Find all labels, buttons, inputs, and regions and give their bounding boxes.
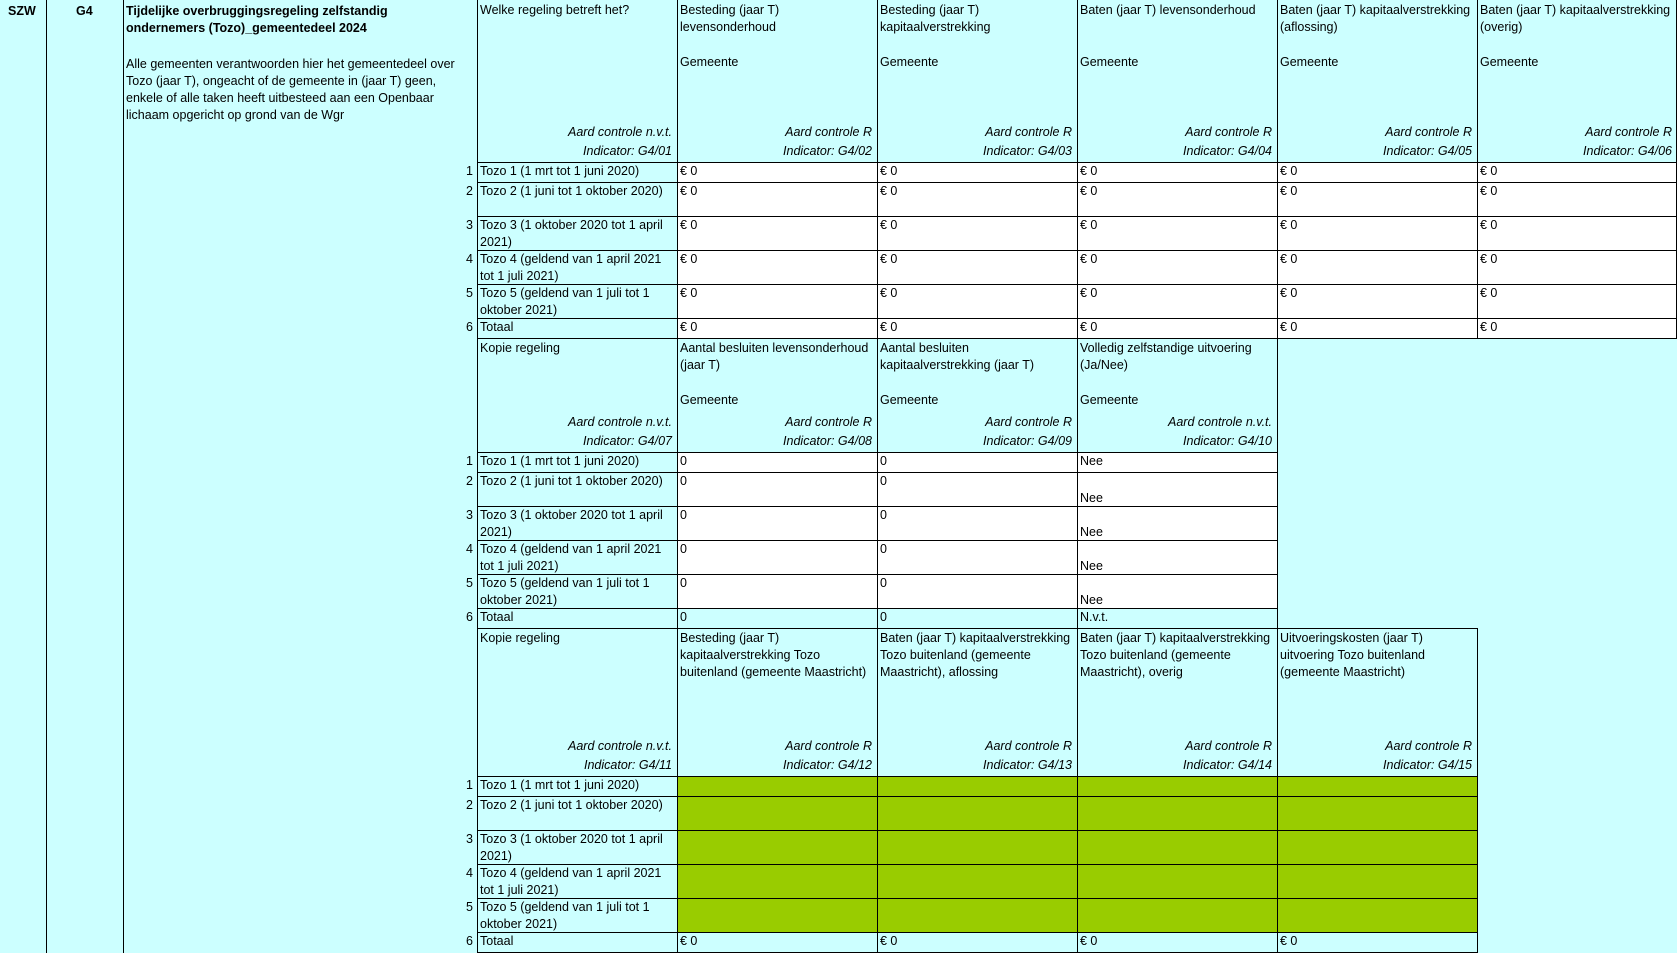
section-description: Alle gemeenten verantwoorden hier het gemeentedeel over Tozo (jaar T), ongeacht of de gemeente in (jaar T) geen, enkele of alle taken heeft uitbesteed aan een Openbaar lichaam opgericht op grond van de Wgr [126, 57, 458, 122]
row-label: Tozo 2 (1 juni tot 1 oktober 2020) [480, 798, 663, 812]
grid-line [677, 0, 678, 162]
indicator-label: Indicator: G4/02 [783, 144, 872, 158]
grid-line [477, 830, 1477, 831]
indicator-label: Indicator: G4/07 [583, 434, 672, 448]
row-number: 5 [466, 576, 473, 590]
row-number: 5 [466, 900, 473, 914]
cell-value[interactable]: 0 [880, 454, 887, 468]
cell-value[interactable]: € 0 [680, 252, 698, 266]
cell-value[interactable]: € 0 [1480, 252, 1498, 266]
row-number: 6 [466, 934, 473, 948]
cell-value: € 0 [880, 934, 898, 948]
locked-cell [678, 797, 877, 830]
cell-value[interactable]: 0 [880, 474, 887, 488]
indicator-label: Indicator: G4/01 [583, 144, 672, 158]
column-header-title: Besteding (jaar T) levensonderhoud [680, 3, 783, 34]
row-number: 2 [466, 474, 473, 488]
cell-value[interactable]: Nee [1080, 525, 1103, 539]
cell-value[interactable]: 0 [880, 508, 887, 522]
grid-line [477, 864, 1477, 865]
input-cell[interactable] [878, 217, 1077, 250]
cell-value[interactable]: 0 [680, 508, 687, 522]
aard-controle: Aard controle n.v.t. [568, 739, 672, 753]
locked-cell [878, 797, 1077, 830]
cell-value[interactable]: € 0 [880, 252, 898, 266]
aard-controle: Aard controle n.v.t. [568, 415, 672, 429]
aard-controle: Aard controle R [1585, 125, 1672, 139]
row-number: 5 [466, 286, 473, 300]
input-cell[interactable] [1478, 183, 1677, 216]
grid-line [477, 0, 478, 162]
row-number: 4 [466, 252, 473, 266]
grid-line [1077, 452, 1078, 628]
grid-line [877, 338, 878, 452]
input-cell[interactable] [1078, 163, 1277, 182]
locked-cell [878, 899, 1077, 932]
indicator-label: Indicator: G4/05 [1383, 144, 1472, 158]
column-owner: Gemeente [880, 55, 939, 69]
grid-line [1477, 628, 1478, 776]
cell-value[interactable]: € 0 [880, 286, 898, 300]
input-cell[interactable] [678, 453, 877, 472]
input-cell[interactable] [1078, 541, 1277, 574]
indicator-label: Indicator: G4/10 [1183, 434, 1272, 448]
locked-cell [678, 865, 877, 898]
indicator-label: Indicator: G4/08 [783, 434, 872, 448]
cell-value[interactable]: € 0 [680, 218, 698, 232]
section-title: Tijdelijke overbruggingsregeling zelfstandig ondernemers (Tozo)_gemeentedeel 2024 [126, 4, 392, 35]
grid-line [1277, 452, 1278, 628]
input-cell[interactable] [1478, 217, 1677, 250]
indicator-label: Indicator: G4/06 [1583, 144, 1672, 158]
cell-value[interactable]: € 0 [1480, 164, 1498, 178]
cell-value[interactable]: € 0 [680, 286, 698, 300]
input-cell[interactable] [678, 319, 877, 338]
section-code: G4 [76, 4, 93, 18]
row-label: Tozo 4 (geldend van 1 april 2021 tot 1 juli 2021) [480, 252, 665, 283]
indicator-label: Indicator: G4/03 [983, 144, 1072, 158]
cell-value[interactable]: € 0 [1280, 218, 1298, 232]
row-number: 4 [466, 866, 473, 880]
grid-line [477, 162, 478, 338]
input-cell[interactable] [1478, 251, 1677, 284]
grid-line [1077, 628, 1078, 776]
cell-value[interactable]: 0 [680, 454, 687, 468]
row-number: 4 [466, 542, 473, 556]
column-owner: Gemeente [1080, 55, 1139, 69]
column-owner: Gemeente [1280, 55, 1339, 69]
row-label: Tozo 4 (geldend van 1 april 2021 tot 1 juli 2021) [480, 866, 665, 897]
grid-line [1077, 0, 1078, 162]
column-header-title: Baten (jaar T) levensonderhoud [1080, 3, 1256, 17]
column-header-title: Volledig zelfstandige uitvoering (Ja/Nee) [1080, 341, 1256, 372]
grid-line [877, 452, 878, 628]
grid-line [877, 162, 878, 338]
row-label: Tozo 5 (geldend van 1 juli tot 1 oktober 2021) [480, 576, 654, 607]
indicator-label: Indicator: G4/14 [1183, 758, 1272, 772]
cell-value[interactable]: € 0 [1080, 184, 1098, 198]
cell-value: € 0 [1080, 934, 1098, 948]
cell-value[interactable]: Nee [1080, 454, 1103, 468]
grid-line [477, 452, 478, 628]
indicator-label: Indicator: G4/12 [783, 758, 872, 772]
input-cell[interactable] [878, 453, 1077, 472]
column-header-title: Baten (jaar T) kapitaalverstrekking Tozo buitenland (gemeente Maastricht), aflossing [880, 631, 1074, 679]
input-cell[interactable] [678, 183, 877, 216]
grid-line [677, 452, 678, 628]
locked-cell [1278, 831, 1477, 864]
input-cell[interactable] [1078, 575, 1277, 608]
cell-value[interactable]: 0 [880, 576, 887, 590]
block-first-header: Welke regeling betreft het? [480, 3, 630, 17]
cell-value[interactable]: 0 [680, 542, 687, 556]
input-cell[interactable] [1078, 183, 1277, 216]
grid-line [1277, 628, 1278, 776]
grid-line [477, 628, 478, 776]
grid-line [477, 338, 478, 452]
cell-value[interactable]: Nee [1080, 491, 1103, 505]
aard-controle: Aard controle R [1385, 739, 1472, 753]
cell-value[interactable]: € 0 [1280, 184, 1298, 198]
input-cell[interactable] [1078, 285, 1277, 318]
input-cell[interactable] [1078, 453, 1277, 472]
input-cell[interactable] [878, 163, 1077, 182]
aard-controle: Aard controle R [985, 125, 1072, 139]
row-label: Totaal [480, 610, 514, 624]
input-cell[interactable] [878, 285, 1077, 318]
grid-line [877, 0, 878, 162]
cell-value[interactable]: € 0 [880, 218, 898, 232]
row-label: Tozo 1 (1 mrt tot 1 juni 2020) [480, 454, 640, 468]
locked-cell [1078, 777, 1277, 796]
aard-controle: Aard controle n.v.t. [568, 125, 672, 139]
col-divider [123, 0, 124, 953]
input-cell[interactable] [678, 285, 877, 318]
grid-line [877, 628, 878, 776]
grid-line [477, 776, 478, 953]
row-label: Tozo 1 (1 mrt tot 1 juni 2020) [480, 164, 640, 178]
column-owner: Gemeente [680, 393, 739, 407]
cell-value[interactable]: € 0 [1080, 164, 1098, 178]
input-cell[interactable] [878, 251, 1077, 284]
column-owner: Gemeente [680, 55, 739, 69]
grid-line [1277, 776, 1278, 953]
cell-value[interactable]: € 0 [880, 320, 898, 334]
row-number: 3 [466, 832, 473, 846]
row-label: Tozo 2 (1 juni tot 1 oktober 2020) [480, 474, 663, 488]
input-cell[interactable] [678, 217, 877, 250]
cell-value[interactable]: € 0 [1480, 286, 1498, 300]
input-cell[interactable] [678, 575, 877, 608]
cell-value[interactable]: € 0 [1280, 252, 1298, 266]
row-number: 3 [466, 218, 473, 232]
locked-cell [1078, 865, 1277, 898]
input-cell[interactable] [678, 541, 877, 574]
input-cell[interactable] [1278, 183, 1477, 216]
row-number: 1 [466, 164, 473, 178]
indicator-label: Indicator: G4/04 [1183, 144, 1272, 158]
cell-value[interactable]: € 0 [880, 184, 898, 198]
input-cell[interactable] [1078, 319, 1277, 338]
input-cell[interactable] [678, 163, 877, 182]
grid-line [1277, 338, 1278, 452]
locked-cell [678, 899, 877, 932]
column-header-title: Baten (jaar T) kapitaalverstrekking (aflossing) [1280, 3, 1474, 34]
column-header-title: Aantal besluiten kapitaalverstrekking (jaar T) [880, 341, 1034, 372]
row-number: 3 [466, 508, 473, 522]
cell-value[interactable]: € 0 [1480, 218, 1498, 232]
indicator-label: Indicator: G4/09 [983, 434, 1072, 448]
row-number: 2 [466, 798, 473, 812]
row-label: Tozo 1 (1 mrt tot 1 juni 2020) [480, 778, 640, 792]
row-number: 6 [466, 320, 473, 334]
row-label: Totaal [480, 320, 514, 334]
input-cell[interactable] [1278, 163, 1477, 182]
grid-line [1077, 338, 1078, 452]
input-cell[interactable] [1278, 217, 1477, 250]
cell-value[interactable]: 0 [680, 576, 687, 590]
input-cell[interactable] [678, 473, 877, 506]
column-header-title: Aantal besluiten levensonderhoud (jaar T) [680, 341, 872, 372]
cell-value[interactable]: Nee [1080, 593, 1103, 607]
column-header-title: Besteding (jaar T) kapitaalverstrekking [880, 3, 991, 34]
input-cell[interactable] [1278, 319, 1477, 338]
row-label: Tozo 3 (1 oktober 2020 tot 1 april 2021) [480, 832, 667, 863]
column-header-title: Baten (jaar T) kapitaalverstrekking Tozo buitenland (gemeente Maastricht), overig [1080, 631, 1274, 679]
column-owner: Gemeente [880, 393, 939, 407]
grid-line [677, 338, 678, 452]
locked-cell [878, 865, 1077, 898]
cell-value[interactable]: € 0 [1080, 320, 1098, 334]
cell-value: € 0 [1280, 934, 1298, 948]
locked-cell [1278, 865, 1477, 898]
row-label: Tozo 2 (1 juni tot 1 oktober 2020) [480, 184, 663, 198]
row-label: Tozo 5 (geldend van 1 juli tot 1 oktober 2021) [480, 900, 654, 931]
domain-code: SZW [8, 4, 36, 18]
aard-controle: Aard controle R [1385, 125, 1472, 139]
input-cell[interactable] [678, 251, 877, 284]
grid-line [1277, 162, 1278, 338]
locked-cell [1278, 777, 1477, 796]
locked-cell [1078, 899, 1277, 932]
cell-value[interactable]: 0 [680, 610, 687, 624]
grid-line [477, 898, 1477, 899]
locked-cell [1078, 797, 1277, 830]
locked-cell [678, 777, 877, 796]
input-cell[interactable] [1278, 285, 1477, 318]
grid-line [477, 776, 1477, 777]
column-header-title: Besteding (jaar T) kapitaalverstrekking Tozo buitenland (gemeente Maastricht) [680, 631, 867, 679]
row-label: Tozo 3 (1 oktober 2020 tot 1 april 2021) [480, 508, 667, 539]
indicator-label: Indicator: G4/15 [1383, 758, 1472, 772]
aard-controle: Aard controle n.v.t. [1168, 415, 1272, 429]
cell-value: € 0 [680, 934, 698, 948]
cell-value[interactable]: € 0 [1080, 286, 1098, 300]
column-header-title: Uitvoeringskosten (jaar T) uitvoering Tozo buitenland (gemeente Maastricht) [1280, 631, 1429, 679]
aard-controle: Aard controle R [785, 739, 872, 753]
aard-controle: Aard controle R [985, 415, 1072, 429]
grid-line [877, 776, 878, 953]
grid-line [677, 776, 678, 953]
locked-cell [1278, 899, 1477, 932]
aard-controle: Aard controle R [985, 739, 1072, 753]
cell-value[interactable]: € 0 [880, 164, 898, 178]
input-cell[interactable] [1478, 163, 1677, 182]
grid-line [677, 162, 678, 338]
column-owner: Gemeente [1480, 55, 1539, 69]
cell-value: N.v.t. [1080, 610, 1109, 624]
grid-line [1477, 776, 1478, 953]
column-header-title: Baten (jaar T) kapitaalverstrekking (overig) [1480, 3, 1674, 34]
row-label: Tozo 3 (1 oktober 2020 tot 1 april 2021) [480, 218, 667, 249]
locked-cell [878, 777, 1077, 796]
cell-value[interactable]: Nee [1080, 559, 1103, 573]
row-number: 1 [466, 454, 473, 468]
cell-value[interactable]: € 0 [680, 320, 698, 334]
locked-cell [1278, 797, 1477, 830]
input-cell[interactable] [878, 319, 1077, 338]
aard-controle: Aard controle R [1185, 739, 1272, 753]
input-cell[interactable] [878, 183, 1077, 216]
cell-value[interactable]: 0 [880, 610, 887, 624]
row-label: Tozo 4 (geldend van 1 april 2021 tot 1 juli 2021) [480, 542, 665, 573]
grid-line [1077, 162, 1078, 338]
row-number: 1 [466, 778, 473, 792]
grid-line [477, 932, 1477, 933]
grid-line [1077, 776, 1078, 953]
cell-value[interactable]: 0 [880, 542, 887, 556]
locked-cell [878, 831, 1077, 864]
grid-line [677, 628, 678, 776]
input-cell[interactable] [878, 541, 1077, 574]
cell-value[interactable]: 0 [680, 474, 687, 488]
block-first-header: Kopie regeling [480, 631, 560, 645]
locked-cell [1078, 831, 1277, 864]
aard-controle: Aard controle R [785, 415, 872, 429]
cell-value[interactable]: € 0 [1280, 286, 1298, 300]
cell-value[interactable]: € 0 [1480, 320, 1498, 334]
input-cell[interactable] [1078, 507, 1277, 540]
grid-line [1477, 162, 1478, 338]
indicator-label: Indicator: G4/11 [583, 758, 672, 772]
cell-value[interactable]: € 0 [1280, 164, 1298, 178]
grid-line [477, 796, 1477, 797]
row-label: Tozo 5 (geldend van 1 juli tot 1 oktober 2021) [480, 286, 654, 317]
input-cell[interactable] [878, 575, 1077, 608]
input-cell[interactable] [1078, 473, 1277, 506]
grid-line [1277, 0, 1278, 162]
column-owner: Gemeente [1080, 393, 1139, 407]
block-first-header: Kopie regeling [480, 341, 560, 355]
aard-controle: Aard controle R [785, 125, 872, 139]
locked-cell [678, 831, 877, 864]
cell-value[interactable]: € 0 [680, 184, 698, 198]
input-cell[interactable] [1078, 217, 1277, 250]
input-cell[interactable] [1078, 251, 1277, 284]
input-cell[interactable] [1478, 285, 1677, 318]
input-cell[interactable] [878, 507, 1077, 540]
grid-line [477, 628, 1477, 629]
input-cell[interactable] [1478, 319, 1677, 338]
input-cell[interactable] [678, 507, 877, 540]
row-number: 6 [466, 610, 473, 624]
row-label: Totaal [480, 934, 514, 948]
cell-value[interactable]: € 0 [1080, 218, 1098, 232]
input-cell[interactable] [1278, 251, 1477, 284]
cell-value[interactable]: € 0 [1280, 320, 1298, 334]
indicator-label: Indicator: G4/13 [983, 758, 1072, 772]
row-number: 2 [466, 184, 473, 198]
aard-controle: Aard controle R [1185, 125, 1272, 139]
input-cell[interactable] [878, 473, 1077, 506]
grid-line [1477, 0, 1478, 162]
cell-value[interactable]: € 0 [1080, 252, 1098, 266]
col-divider [46, 0, 47, 953]
cell-value[interactable]: € 0 [680, 164, 698, 178]
cell-value[interactable]: € 0 [1480, 184, 1498, 198]
